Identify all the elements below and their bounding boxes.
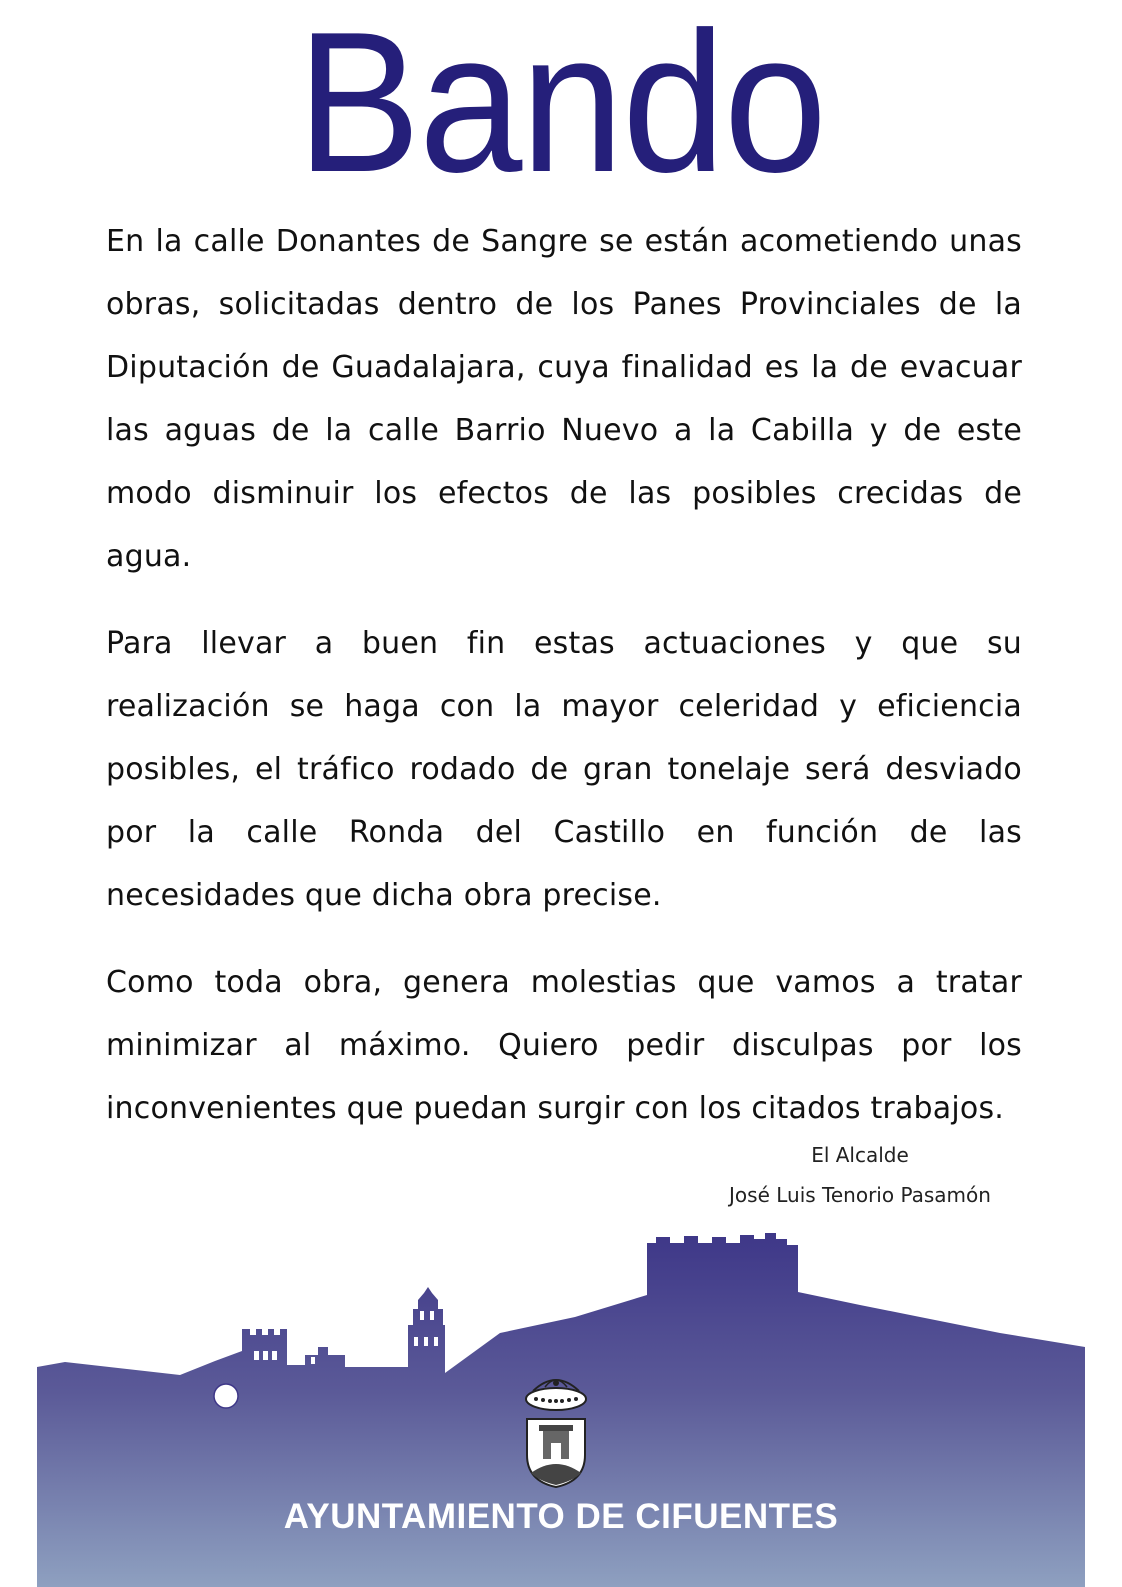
coat-of-arms-icon [526, 1380, 586, 1487]
signature-role: El Alcalde [811, 1143, 909, 1167]
paragraph-2: Para llevar a buen fin estas actuaciones y que su realización se haga con la mayor celeridad y eficiencia posibles, el tráfico rodado de gran tonelaje será desviado por la calle Ronda del Castillo en función de las necesidades que dicha obra precise. [106, 626, 1022, 913]
paragraph-3: Como toda obra, genera molestias que vamos a tratar minimizar al máximo. Quiero pedir disculpas por los inconvenientes que puedan surgir con los citados trabajos. [106, 965, 1022, 1126]
notice-body [106, 210, 1022, 1164]
signature-name: José Luis Tenorio Pasamón [729, 1183, 991, 1207]
paragraph-1: En la calle Donantes de Sangre se están acometiendo unas obras, solicitadas dentro de los Panes Provinciales de la Diputación de Guadalajara, cuya finalidad es la de evacuar las aguas de la calle Barrio Nuevo a la Cabilla y de este modo disminuir los efectos de las posibles crecidas de agua. [106, 224, 1022, 574]
clock-face [214, 1384, 238, 1408]
institution-name: AYUNTAMIENTO DE CIFUENTES [283, 1497, 839, 1536]
page-title: Bando [296, 0, 826, 214]
